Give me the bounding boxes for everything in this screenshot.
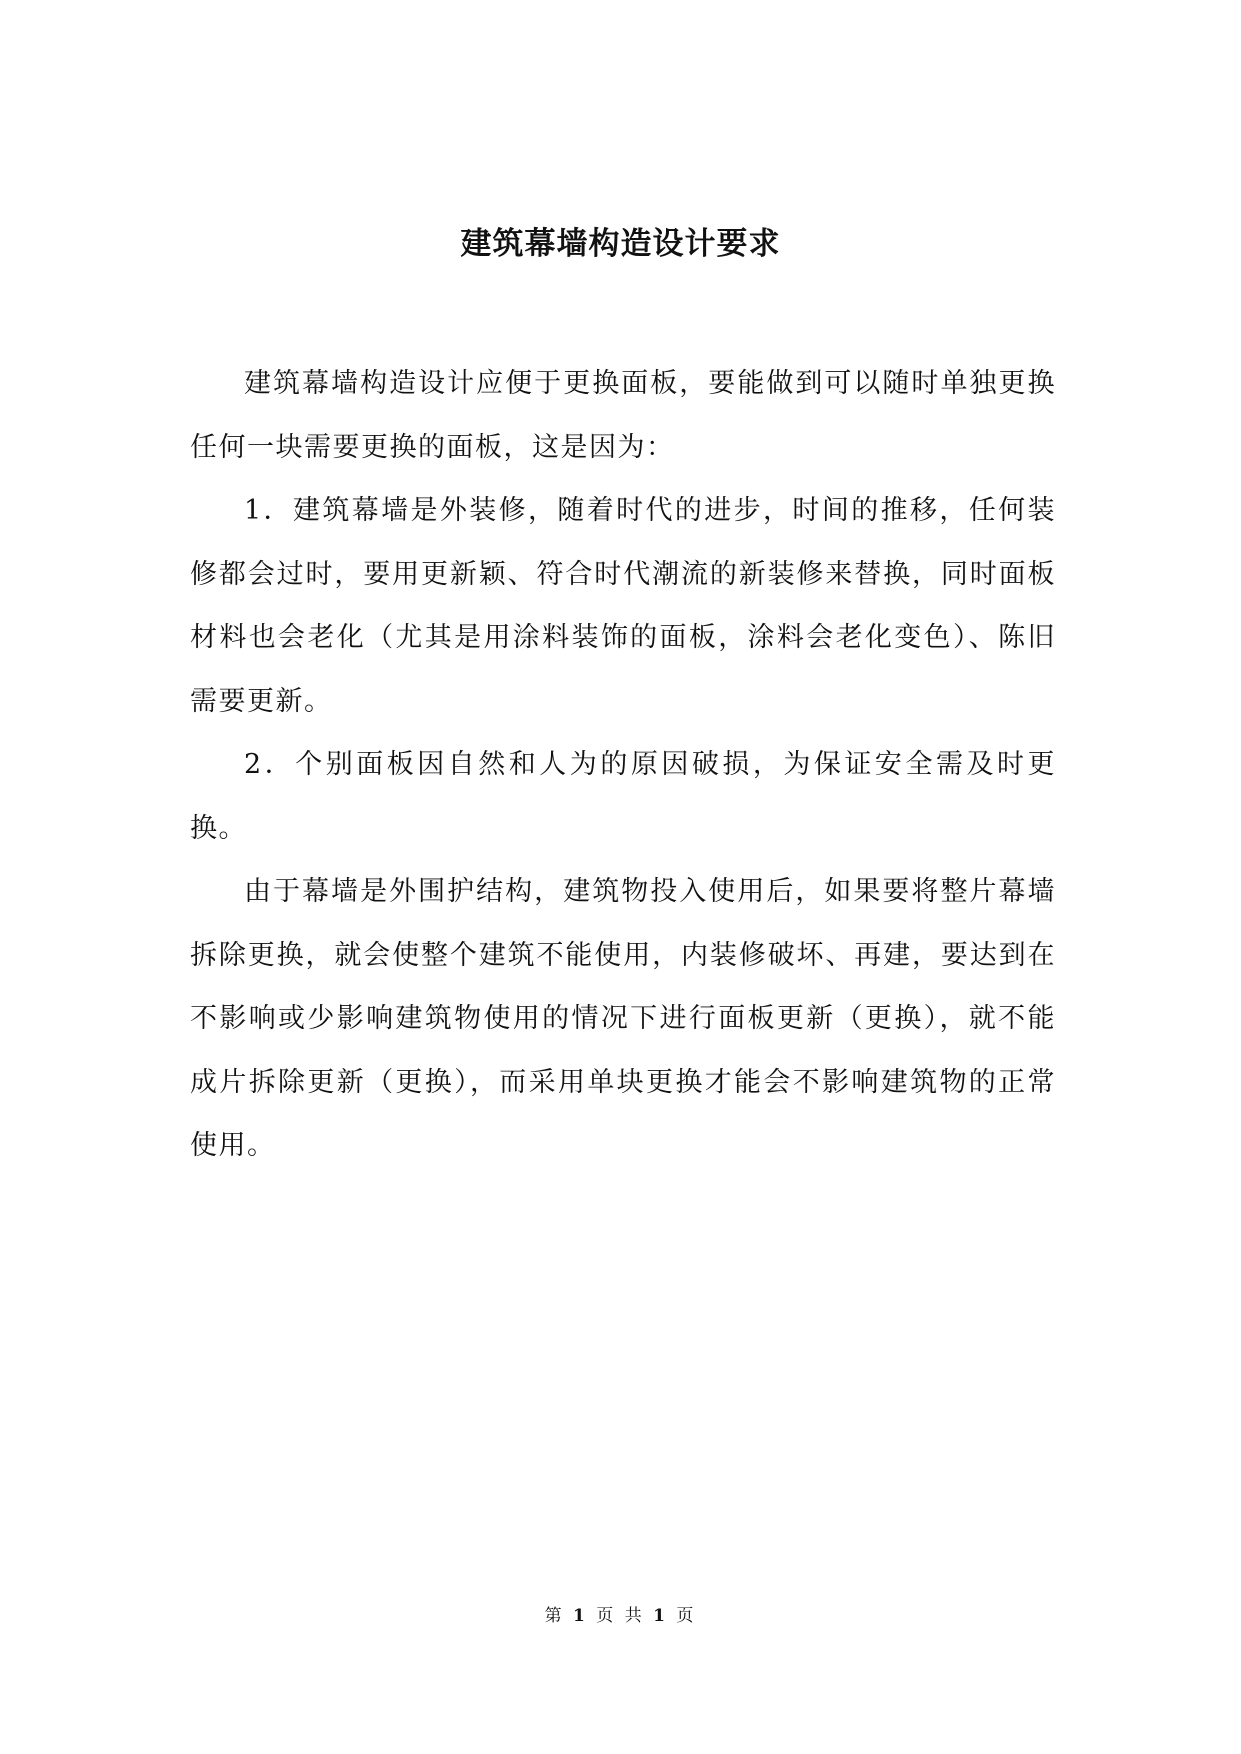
page-suffix: 页 xyxy=(676,1606,697,1626)
body-paragraph: 1．建筑幕墙是外装修，随着时代的进步，时间的推移，任何装修都会过时，要用更新颖、符合时代潮流的新装修来替换，同时面板材料也会老化（尤其是用涂料装饰的面板，涂料会老化变色）、陈旧需要更新。 xyxy=(190,495,1056,717)
body-paragraph: 2．个别面板因自然和人为的原因破损，为保证安全需及时更换。 xyxy=(190,749,1056,844)
page-middle: 页 共 xyxy=(596,1606,645,1626)
page-total-number: 1 xyxy=(653,1606,668,1626)
page-prefix: 第 xyxy=(544,1606,565,1626)
document-title: 建筑幕墙构造设计要求 xyxy=(460,226,781,262)
page-footer xyxy=(0,1604,1241,1628)
body-paragraph: 由于幕墙是外围护结构，建筑物投入使用后，如果要将整片幕墙拆除更换，就会使整个建筑不能使用，内装修破坏、再建，要达到在不影响或少影响建筑物使用的情况下进行面板更新（更换），就不能成片拆除更新（更换），而采用单块更换才能会不影响建筑物的正常使用。 xyxy=(190,876,1056,1161)
document-body xyxy=(190,352,1056,1178)
body-paragraph: 建筑幕墙构造设计应便于更换面板，要能做到可以随时单独更换任何一块需要更换的面板，这是因为： xyxy=(190,368,1056,463)
page-current-number: 1 xyxy=(573,1606,588,1626)
